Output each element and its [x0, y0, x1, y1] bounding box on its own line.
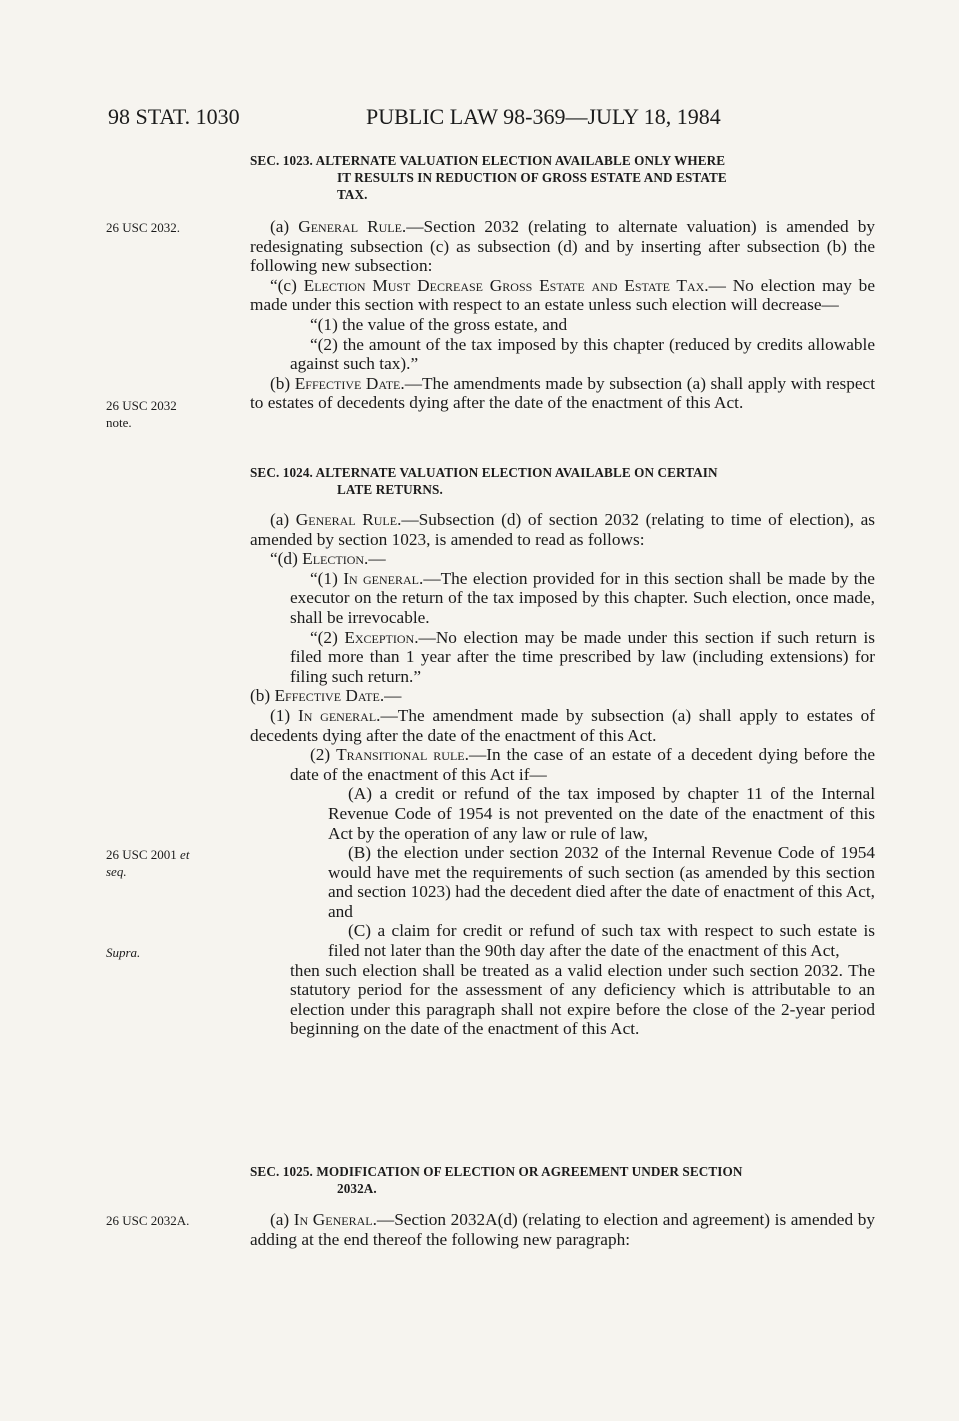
- subsection-d: [250, 549, 875, 569]
- section-1023-body: [250, 217, 875, 413]
- subsection-b: [250, 374, 875, 413]
- subsection-label: (b): [250, 686, 275, 706]
- paragraph-text: —The election provided for in this section shall be made by the executor on the return of the tax imposed by this chapter. Such election, once made, shall be irrevocable.: [290, 568, 875, 627]
- section-1025-heading: [250, 1163, 875, 1197]
- paragraph-label: “(2): [310, 627, 345, 647]
- subsection-a: [250, 510, 875, 549]
- section-heading-line: SEC. 1023. ALTERNATE VALUATION ELECTION AVAILABLE ONLY WHERE: [250, 153, 726, 168]
- subsection-heading: Effective Date.: [274, 686, 385, 706]
- subsection-text: —Section 2032A(d) (relating to election and agreement) is amended by adding at the end thereof the following new paragraph:: [250, 1210, 875, 1249]
- subsection-text: —Section 2032 (relating to alternate valuation) is amended by redesignating subsection (c) as subsection (d) and by inserting after subsection (b) the following new subsection:: [250, 217, 875, 276]
- margin-note-usc-2032-note: [106, 397, 226, 431]
- section-heading-line: TAX.: [337, 187, 368, 202]
- subsection-text: —The amendments made by subsection (a) shall apply with respect to estates of decedents dying after the date of the enactment of this Act.: [250, 373, 875, 413]
- subsection-heading: Election.: [302, 549, 369, 569]
- margin-note-usc-2032a: 26 USC 2032A.: [106, 1213, 190, 1228]
- clause-A: (A) a credit or refund of the tax imposed by chapter 11 of the Internal Revenue Code of 1954 is not prevented on the date of the enactment of this Act by the operation of any law or rule of law,: [328, 784, 875, 843]
- margin-note-usc-2001: [106, 846, 226, 880]
- subsection-heading: General Rule.: [295, 510, 402, 529]
- margin-note-line: [106, 863, 226, 880]
- section-1024-body: [250, 510, 875, 1039]
- page-header: [108, 104, 868, 138]
- closing-paragraph: then such election shall be treated as a valid election under such section 2032. The statutory period for the assessment of any deficiency which is attributable to an election under this paragraph shall not expire before the close of the 2-year period beginning on the date of the enactment of this Act.: [290, 960, 875, 1039]
- subsection-label: (a): [270, 1210, 294, 1229]
- subsection-b: [250, 686, 875, 706]
- margin-note-line: 26 USC 2032: [106, 398, 177, 413]
- subsection-heading: General Rule.: [298, 217, 407, 236]
- paragraph-label: (2): [310, 745, 337, 765]
- clause-B: (B) the election under section 2032 of the Internal Revenue Code of 1954 would have met the requirements of such section (as amended by this section and section 1023) had the decedent died after the date of enactment of this Act, and: [328, 843, 875, 921]
- paragraph-text: —The amendment made by subsection (a) shall apply to estates of decedents dying after the date of the enactment of this Act.: [250, 705, 875, 745]
- margin-note-italic: et: [180, 847, 190, 862]
- section-heading-line: SEC. 1024. ALTERNATE VALUATION ELECTION AVAILABLE ON CERTAIN: [250, 465, 718, 480]
- paragraph-b1: [250, 706, 875, 745]
- paragraph-heading: In general.: [343, 568, 424, 588]
- margin-note-line: [106, 846, 226, 863]
- clause-C: (C) a claim for credit or refund of such tax with respect to such estate is filed not later than the 90th day after the date of the enactment of this Act,: [328, 921, 875, 961]
- paragraph-d2: [250, 628, 875, 687]
- subsection-text: —Subsection (d) of section 2032 (relating to time of election), as amended by section 1023, is amended to read as follows:: [250, 510, 875, 549]
- paragraph-text: —In the case of an estate of a decedent dying before the date of the enactment of this Act if—: [290, 745, 876, 784]
- paragraph-label: “(1): [310, 568, 344, 588]
- subsection-label: (a): [270, 217, 299, 236]
- subsection-a: [250, 1210, 875, 1249]
- statute-page-reference: 98 STAT. 1030: [108, 104, 240, 129]
- section-heading-line: SEC. 1025. MODIFICATION OF ELECTION OR AGREEMENT UNDER SECTION: [250, 1164, 743, 1179]
- subsection-label: (a): [270, 510, 296, 529]
- paragraph-heading: Transitional rule.: [336, 745, 469, 765]
- paragraph-heading: Exception.: [344, 627, 419, 647]
- subsection-heading: Election Must Decrease Gross Estate and Estate Tax.: [303, 275, 709, 295]
- subsection-heading: Effective Date.: [294, 373, 405, 393]
- paragraph-d1: [250, 569, 875, 628]
- subsection-a: [250, 217, 875, 276]
- subsection-text: — No election may be made under this section with respect to an estate unless such election will decrease—: [250, 275, 875, 315]
- subsection-c: [250, 276, 875, 315]
- subsection-heading: In General.: [293, 1210, 377, 1229]
- section-heading-line: LATE RETURNS.: [337, 482, 443, 497]
- margin-note-italic: seq.: [106, 864, 127, 879]
- paragraph-text: —No election may be made under this section if such return is filed more than 1 year after the time prescribed by law (including extensions) for filing such return.”: [290, 627, 875, 686]
- public-law-title: PUBLIC LAW 98-369—JULY 18, 1984: [366, 104, 721, 129]
- paragraph-heading: In general.: [297, 705, 381, 725]
- paragraph-label: (1): [270, 705, 298, 725]
- section-1024-heading: [250, 464, 875, 498]
- subsection-dash: —: [384, 686, 402, 706]
- paragraph-b2: [250, 745, 875, 784]
- subsection-label: “(d): [270, 549, 303, 569]
- margin-note-supra: Supra.: [106, 945, 141, 960]
- section-heading-line: 2032A.: [337, 1181, 377, 1196]
- subsection-label: (b): [270, 373, 295, 393]
- section-heading-line: IT RESULTS IN REDUCTION OF GROSS ESTATE AND ESTATE: [337, 170, 727, 185]
- subsection-dash: —: [368, 549, 386, 569]
- margin-note-line: note.: [106, 415, 132, 430]
- section-1025-body: [250, 1210, 875, 1249]
- paragraph-c1: “(1) the value of the gross estate, and: [310, 314, 568, 334]
- section-1023-heading: [250, 152, 875, 203]
- margin-note-usc-2032: 26 USC 2032.: [106, 220, 181, 235]
- margin-note-text: 26 USC 2001: [106, 847, 181, 862]
- subsection-label: “(c): [270, 275, 304, 295]
- paragraph-c2: “(2) the amount of the tax imposed by this chapter (reduced by credits allowable against such tax).”: [290, 334, 875, 374]
